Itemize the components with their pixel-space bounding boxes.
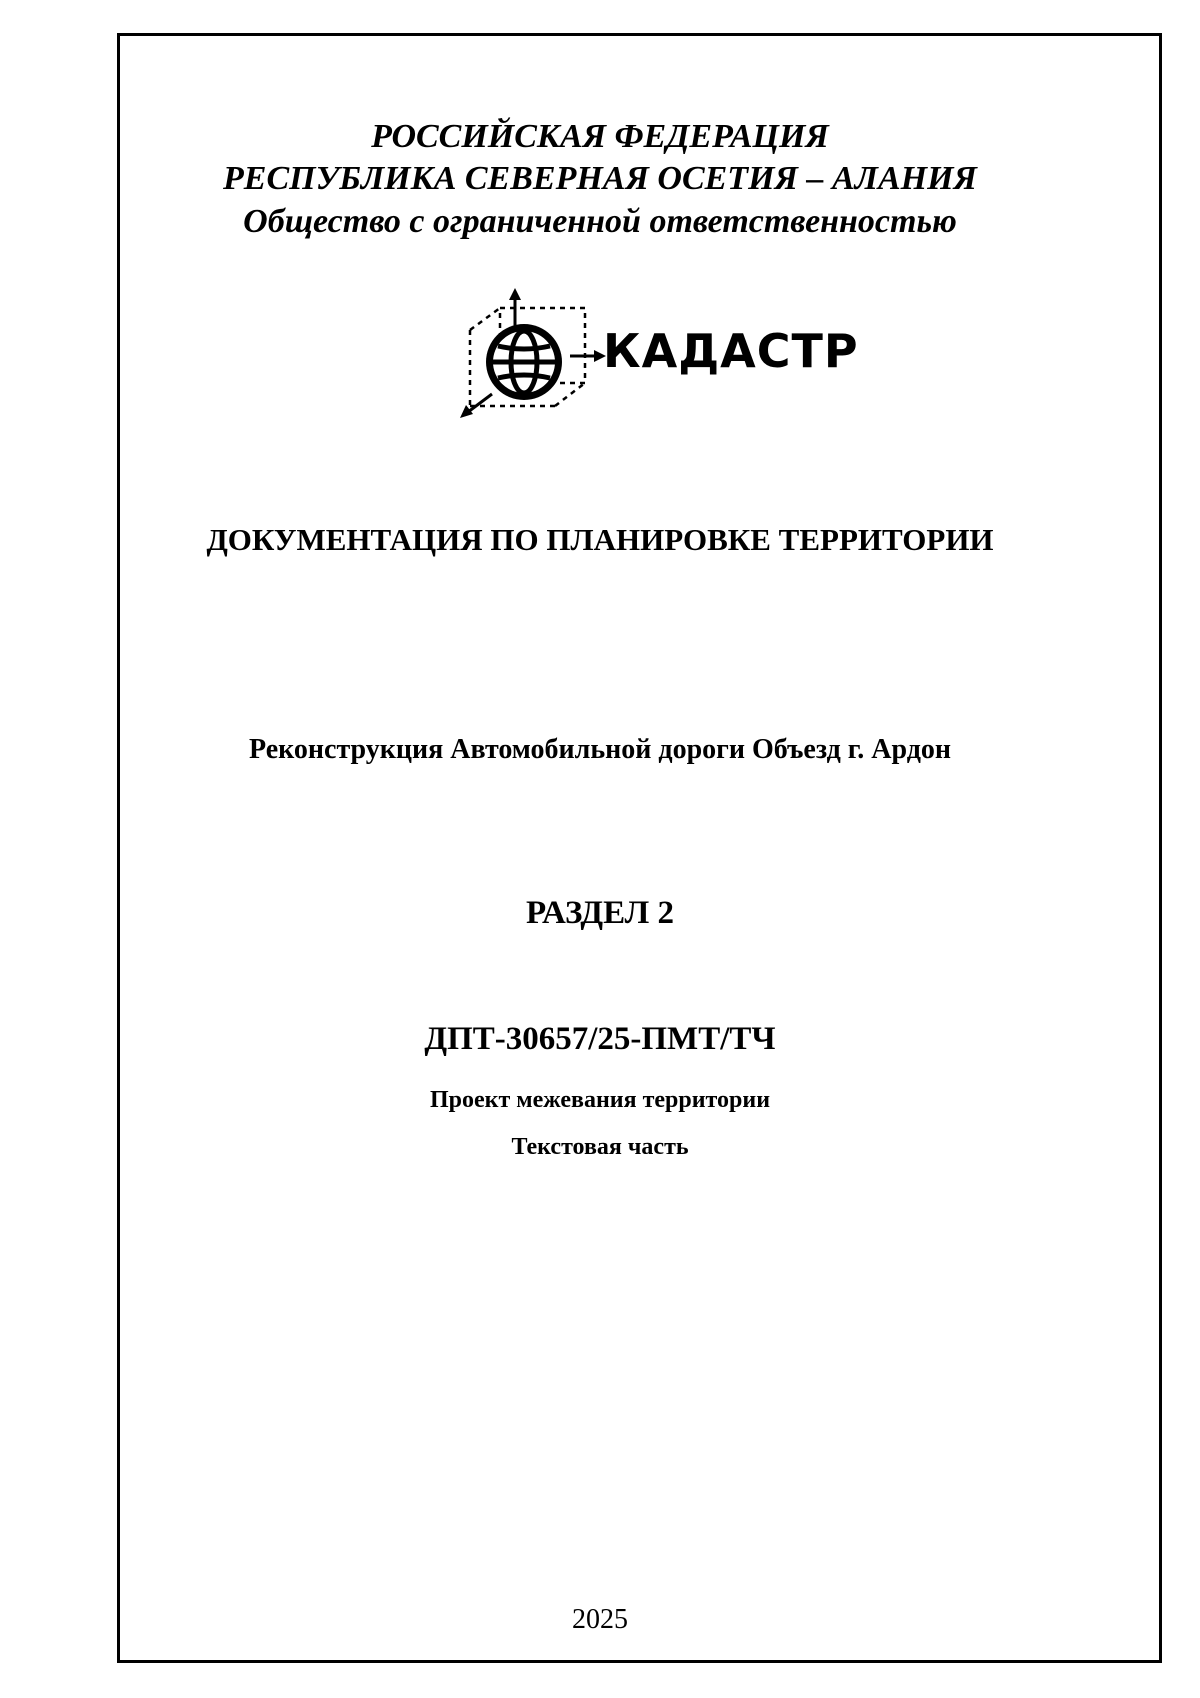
document-subject: Реконструкция Автомобильной дороги Объезд г. Ардон [248, 734, 952, 765]
company-logo [460, 288, 880, 428]
logo-text: КАДАСТР [603, 324, 859, 378]
header-republic: РЕСПУБЛИКА СЕВЕРНАЯ ОСЕТИЯ – АЛАНИЯ [223, 160, 977, 197]
document-description: Проект межевания территории [429, 1087, 771, 1113]
document-title: ДОКУМЕНТАЦИЯ ПО ПЛАНИРОВКЕ ТЕРРИТОРИИ [206, 522, 994, 557]
page-border-frame [117, 33, 1162, 1663]
header-org-type: Общество с ограниченной ответственностью [243, 203, 957, 240]
document-part: Текстовая часть [511, 1134, 689, 1160]
header-country: РОССИЙСКАЯ ФЕДЕРАЦИЯ [371, 118, 829, 155]
document-year: 2025 [572, 1604, 628, 1635]
document-code: ДПТ-30657/25-ПМТ/ТЧ [424, 1021, 776, 1057]
section-label: РАЗДЕЛ 2 [526, 895, 674, 931]
globe-axes-icon [460, 288, 610, 428]
